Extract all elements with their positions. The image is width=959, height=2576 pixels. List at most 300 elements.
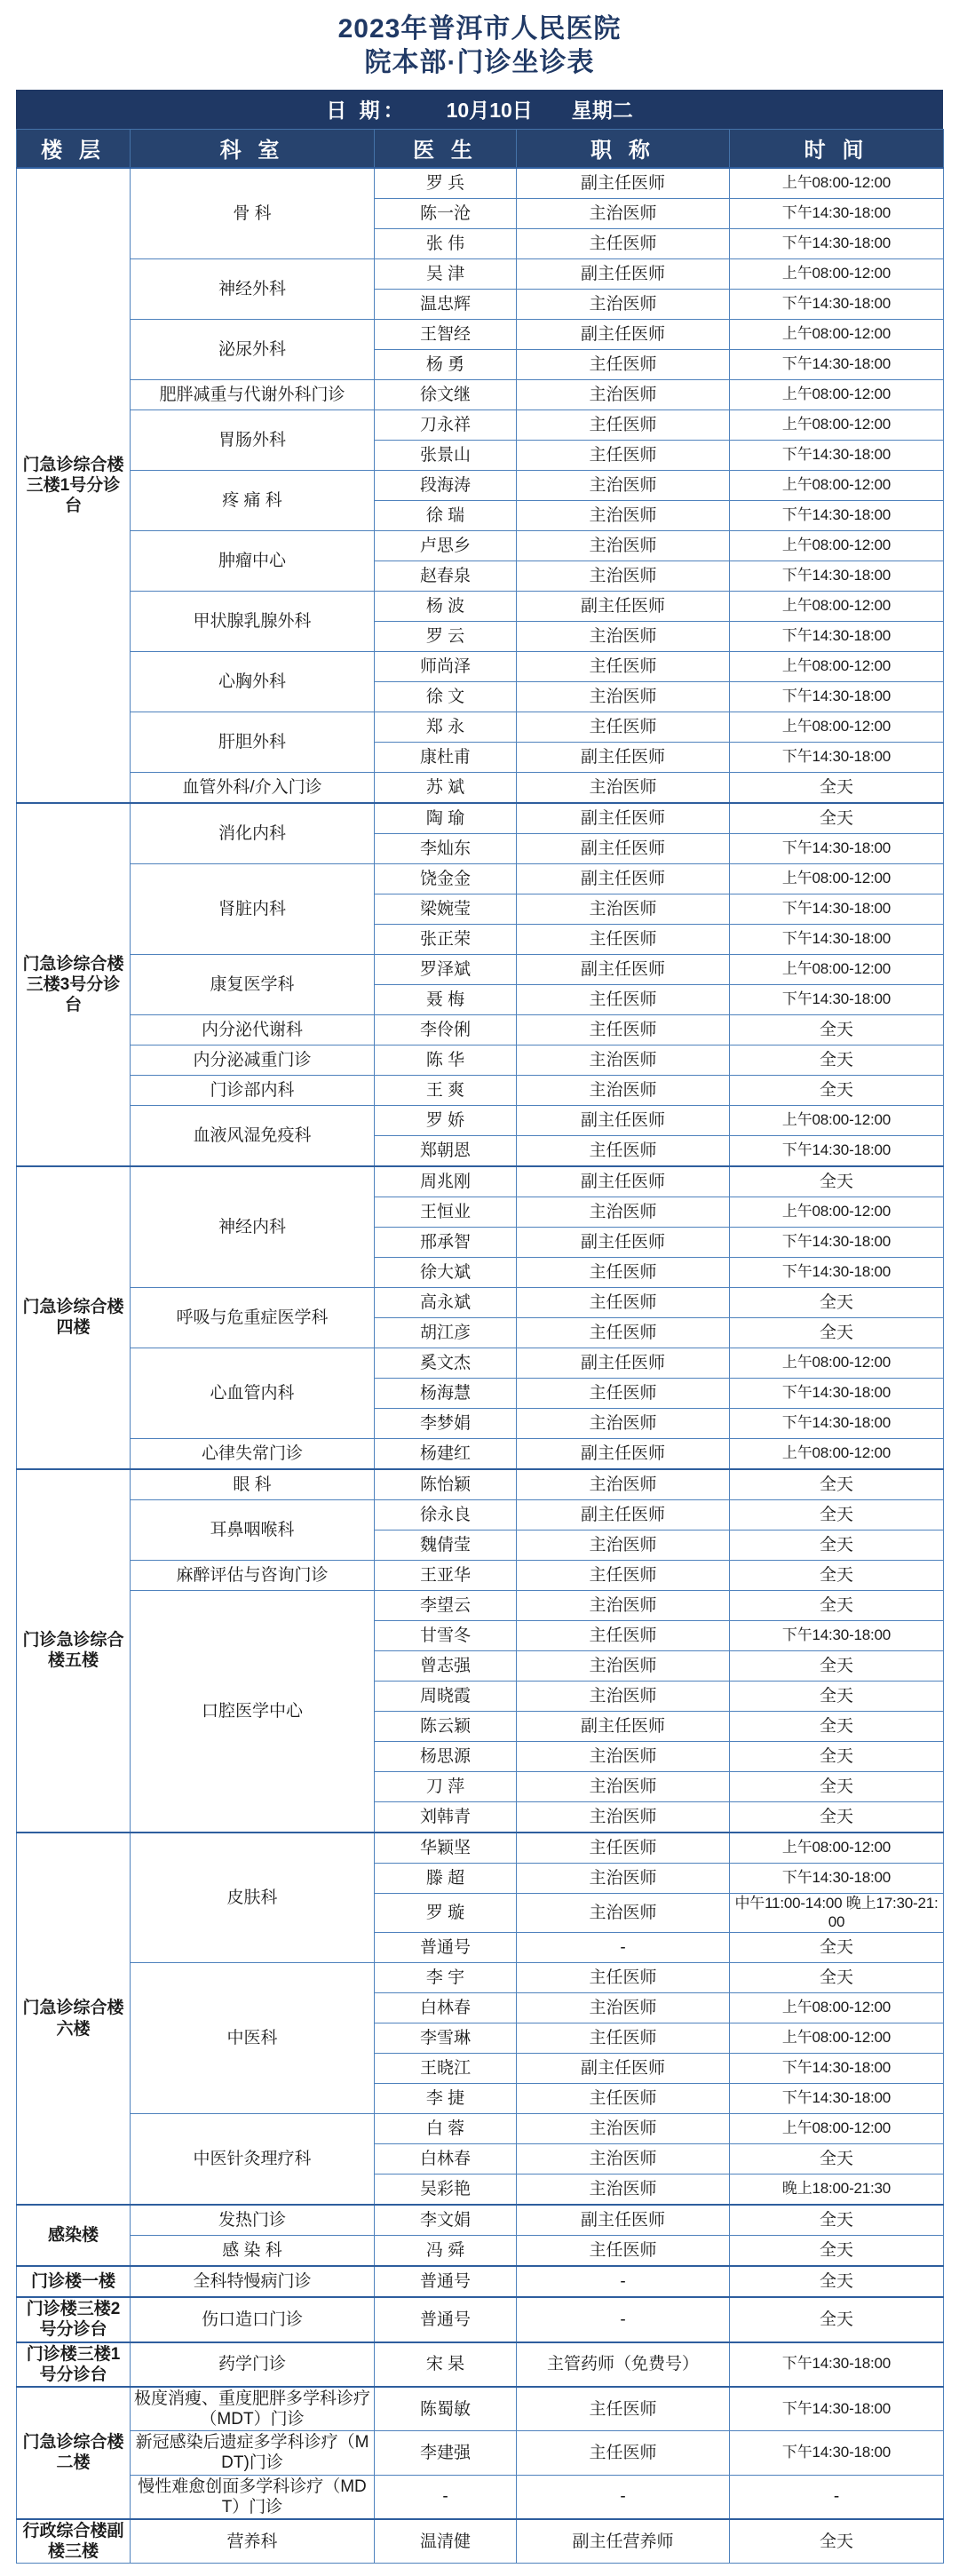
doctor-cell: 罗 云 <box>375 621 517 651</box>
rank-cell: 主任医师 <box>517 1014 730 1045</box>
time-cell: 上午08:00-12:00 <box>730 954 944 984</box>
table-row <box>17 1438 944 1469</box>
time-cell: 下午14:30-18:00 <box>730 2342 944 2387</box>
doctor-cell: 饶金金 <box>375 863 517 894</box>
time-cell: 全天 <box>730 2205 944 2236</box>
doctor-cell: 高永斌 <box>375 1287 517 1317</box>
doctor-cell: 白林春 <box>375 1993 517 2023</box>
rank-cell: - <box>517 2266 730 2297</box>
doctor-cell: 王恒业 <box>375 1197 517 1227</box>
rank-cell: - <box>517 2297 730 2341</box>
time-cell: 下午14:30-18:00 <box>730 1227 944 1257</box>
table-row <box>17 2342 944 2387</box>
rank-cell: 副主任医师 <box>517 1348 730 1378</box>
department-cell: 疼 痛 科 <box>131 470 375 530</box>
department-cell: 肥胖减重与代谢外科门诊 <box>131 379 375 409</box>
time-cell: 全天 <box>730 1771 944 1801</box>
rank-cell: 主治医师 <box>517 681 730 712</box>
doctor-cell: 聂 梅 <box>375 984 517 1014</box>
department-cell: 呼吸与危重症医学科 <box>131 1287 375 1348</box>
rank-cell: 主治医师 <box>517 1197 730 1227</box>
table-row <box>17 409 944 440</box>
rank-cell: 副主任医师 <box>517 1499 730 1530</box>
rank-cell: 主任医师 <box>517 1963 730 1993</box>
doctor-cell: 吴彩艳 <box>375 2174 517 2206</box>
doctor-cell: 段海涛 <box>375 470 517 500</box>
rank-cell: 副主任医师 <box>517 591 730 621</box>
doctor-cell: 徐大斌 <box>375 1257 517 1287</box>
department-cell: 心律失常门诊 <box>131 1438 375 1469</box>
doctor-cell: 宋 杲 <box>375 2342 517 2387</box>
table-row <box>17 1045 944 1075</box>
rank-cell: 副主任医师 <box>517 319 730 349</box>
rank-cell: 主任医师 <box>517 1317 730 1348</box>
rank-cell: 副主任医师 <box>517 2054 730 2084</box>
time-cell: 上午08:00-12:00 <box>730 470 944 500</box>
floor-cell: 门急诊综合楼三楼1号分诊台 <box>17 168 131 803</box>
rank-cell: 副主任医师 <box>517 833 730 863</box>
table-row <box>17 168 944 199</box>
doctor-cell: 滕 超 <box>375 1863 517 1893</box>
time-cell: 上午08:00-12:00 <box>730 2114 944 2144</box>
doctor-cell: 普通号 <box>375 1933 517 1963</box>
time-cell: 上午08:00-12:00 <box>730 1438 944 1469</box>
doctor-cell: - <box>375 2475 517 2519</box>
time-cell: 下午14:30-18:00 <box>730 742 944 772</box>
rank-cell: 副主任医师 <box>517 1711 730 1741</box>
rank-cell: 副主任医师 <box>517 954 730 984</box>
time-cell: 下午14:30-18:00 <box>730 349 944 379</box>
time-cell: 全天 <box>730 1963 944 1993</box>
floor-cell: 门急诊综合楼三楼3号分诊台 <box>17 803 131 1166</box>
time-cell: 全天 <box>730 1317 944 1348</box>
table-row <box>17 470 944 500</box>
time-cell: 上午08:00-12:00 <box>730 1105 944 1135</box>
floor-cell: 门急诊综合楼六楼 <box>17 1833 131 2205</box>
department-cell: 肿瘤中心 <box>131 530 375 591</box>
doctor-cell: 温忠辉 <box>375 289 517 319</box>
doctor-cell: 曾志强 <box>375 1650 517 1681</box>
time-cell: 上午08:00-12:00 <box>730 319 944 349</box>
doctor-cell: 郑朝恩 <box>375 1135 517 1166</box>
rank-cell: 主治医师 <box>517 379 730 409</box>
table-row <box>17 1833 944 1864</box>
table-row <box>17 954 944 984</box>
time-cell: 下午14:30-18:00 <box>730 833 944 863</box>
rank-cell: 主管药师（免费号） <box>517 2342 730 2387</box>
doctor-cell: 卢思乡 <box>375 530 517 561</box>
doctor-cell: 杨建红 <box>375 1438 517 1469</box>
time-cell: 全天 <box>730 1469 944 1500</box>
rank-cell: 副主任医师 <box>517 1227 730 1257</box>
rank-cell: 主治医师 <box>517 470 730 500</box>
rank-cell: 主任医师 <box>517 2084 730 2114</box>
department-cell: 中医科 <box>131 1963 375 2114</box>
time-cell: 下午14:30-18:00 <box>730 561 944 591</box>
rank-cell: 主治医师 <box>517 561 730 591</box>
rank-cell: 主治医师 <box>517 1771 730 1801</box>
time-cell: 下午14:30-18:00 <box>730 2387 944 2431</box>
weekday-value: 星期二 <box>571 99 633 123</box>
time-cell: 上午08:00-12:00 <box>730 1993 944 2023</box>
doctor-cell: 陶 瑜 <box>375 803 517 834</box>
time-cell: 下午14:30-18:00 <box>730 198 944 228</box>
table-row <box>17 2297 944 2341</box>
rank-cell: 主任医师 <box>517 1287 730 1317</box>
rank-cell: 副主任医师 <box>517 863 730 894</box>
time-cell: 上午08:00-12:00 <box>730 1348 944 1378</box>
col-header-rank: 职 称 <box>517 129 730 168</box>
time-cell: 上午08:00-12:00 <box>730 409 944 440</box>
col-header-dept: 科 室 <box>131 129 375 168</box>
rank-cell: 主任医师 <box>517 984 730 1014</box>
doctor-cell: 甘雪冬 <box>375 1620 517 1650</box>
rank-cell: 副主任医师 <box>517 742 730 772</box>
department-cell: 发热门诊 <box>131 2205 375 2236</box>
col-header-doctor: 医 生 <box>375 129 517 168</box>
department-cell: 心血管内科 <box>131 1348 375 1438</box>
time-cell: 下午14:30-18:00 <box>730 1257 944 1287</box>
doctor-cell: 王智经 <box>375 319 517 349</box>
doctor-cell: 刀永祥 <box>375 409 517 440</box>
rank-cell: 主治医师 <box>517 530 730 561</box>
rank-cell: 主治医师 <box>517 1045 730 1075</box>
floor-cell: 门诊楼三楼1号分诊台 <box>17 2342 131 2387</box>
doctor-cell: 陈怡颖 <box>375 1469 517 1500</box>
rank-cell: 主任医师 <box>517 1135 730 1166</box>
floor-cell: 门诊急诊综合楼五楼 <box>17 1469 131 1833</box>
doctor-cell: 温清健 <box>375 2519 517 2564</box>
time-cell: 全天 <box>730 1711 944 1741</box>
doctor-cell: 张 伟 <box>375 228 517 258</box>
rank-cell: 主治医师 <box>517 1408 730 1438</box>
department-cell: 门诊部内科 <box>131 1075 375 1105</box>
table-row <box>17 2431 944 2475</box>
doctor-cell: 李伶俐 <box>375 1014 517 1045</box>
table-row <box>17 530 944 561</box>
rank-cell: 主治医师 <box>517 289 730 319</box>
doctor-cell: 李梦娟 <box>375 1408 517 1438</box>
time-cell: 上午08:00-12:00 <box>730 379 944 409</box>
table-row <box>17 2205 944 2236</box>
time-cell: 下午14:30-18:00 <box>730 1135 944 1166</box>
doctor-cell: 徐文继 <box>375 379 517 409</box>
doctor-cell: 李灿东 <box>375 833 517 863</box>
doctor-cell: 胡江彦 <box>375 1317 517 1348</box>
rank-cell: 副主任医师 <box>517 2205 730 2236</box>
time-cell: - <box>730 2475 944 2519</box>
rank-cell: 主治医师 <box>517 1993 730 2023</box>
time-cell: 下午14:30-18:00 <box>730 894 944 924</box>
department-cell: 胃肠外科 <box>131 409 375 470</box>
rank-cell: 主治医师 <box>517 2174 730 2206</box>
time-cell: 全天 <box>730 1014 944 1045</box>
rank-cell: - <box>517 2475 730 2519</box>
rank-cell: 副主任医师 <box>517 1105 730 1135</box>
floor-cell: 行政综合楼副楼三楼 <box>17 2519 131 2564</box>
time-cell: 下午14:30-18:00 <box>730 924 944 954</box>
table-row <box>17 1166 944 1197</box>
rank-cell: 主任医师 <box>517 712 730 742</box>
doctor-cell: 王 爽 <box>375 1075 517 1105</box>
doctor-cell: 徐 瑞 <box>375 500 517 530</box>
rank-cell: 主任医师 <box>517 228 730 258</box>
department-cell: 肝胆外科 <box>131 712 375 772</box>
table-row <box>17 258 944 289</box>
rank-cell: 主治医师 <box>517 621 730 651</box>
rank-cell: 主治医师 <box>517 2114 730 2144</box>
doctor-cell: 李雪琳 <box>375 2023 517 2054</box>
time-cell: 全天 <box>730 1530 944 1560</box>
rank-cell: 副主任医师 <box>517 1438 730 1469</box>
time-cell: 全天 <box>730 2519 944 2564</box>
table-row <box>17 1560 944 1590</box>
doctor-cell: 吴 津 <box>375 258 517 289</box>
time-cell: 下午14:30-18:00 <box>730 1863 944 1893</box>
department-cell: 内分泌减重门诊 <box>131 1045 375 1075</box>
rank-cell: 主治医师 <box>517 772 730 803</box>
department-cell: 新冠感染后遗症多学科诊疗（MDT)门诊 <box>131 2431 375 2475</box>
time-cell: 下午14:30-18:00 <box>730 2084 944 2114</box>
col-header-time: 时 间 <box>730 129 944 168</box>
time-cell: 上午08:00-12:00 <box>730 530 944 561</box>
table-row <box>17 379 944 409</box>
time-cell: 全天 <box>730 1560 944 1590</box>
department-cell: 骨 科 <box>131 168 375 259</box>
table-row <box>17 1014 944 1045</box>
time-cell: 上午08:00-12:00 <box>730 863 944 894</box>
time-cell: 全天 <box>730 2266 944 2297</box>
time-cell: 上午08:00-12:00 <box>730 591 944 621</box>
time-cell: 下午14:30-18:00 <box>730 681 944 712</box>
table-row <box>17 1499 944 1530</box>
table-row <box>17 1963 944 1993</box>
rank-cell: 主治医师 <box>517 1681 730 1711</box>
time-cell: 晚上18:00-21:30 <box>730 2174 944 2206</box>
department-cell: 中医针灸理疗科 <box>131 2114 375 2206</box>
time-cell: 下午14:30-18:00 <box>730 228 944 258</box>
floor-cell: 门急诊综合楼四楼 <box>17 1166 131 1469</box>
department-cell: 血管外科/介入门诊 <box>131 772 375 803</box>
doctor-cell: 徐 文 <box>375 681 517 712</box>
table-row <box>17 651 944 681</box>
time-cell: 下午14:30-18:00 <box>730 2054 944 2084</box>
rank-cell: 主任医师 <box>517 1560 730 1590</box>
time-cell: 上午08:00-12:00 <box>730 712 944 742</box>
doctor-cell: 李文娟 <box>375 2205 517 2236</box>
time-cell: 全天 <box>730 2297 944 2341</box>
col-header-floor: 楼 层 <box>17 129 131 168</box>
doctor-cell: 周兆刚 <box>375 1166 517 1197</box>
doctor-cell: 赵春泉 <box>375 561 517 591</box>
department-cell: 耳鼻咽喉科 <box>131 1499 375 1560</box>
rank-cell: 主任医师 <box>517 2236 730 2267</box>
table-row <box>17 591 944 621</box>
title-block <box>16 0 943 90</box>
doctor-cell: 张正荣 <box>375 924 517 954</box>
time-cell: 下午14:30-18:00 <box>730 2431 944 2475</box>
department-cell: 全科特慢病门诊 <box>131 2266 375 2297</box>
rank-cell: 主治医师 <box>517 1590 730 1620</box>
doctor-cell: 陈蜀敏 <box>375 2387 517 2431</box>
table-row <box>17 1348 944 1378</box>
time-cell: 上午08:00-12:00 <box>730 258 944 289</box>
schedule-table <box>16 129 944 2564</box>
department-cell: 心胸外科 <box>131 651 375 712</box>
doctor-cell: 白 蓉 <box>375 2114 517 2144</box>
rank-cell: 主任医师 <box>517 2431 730 2475</box>
rank-cell: 主任医师 <box>517 1257 730 1287</box>
floor-cell: 门诊楼三楼2号分诊台 <box>17 2297 131 2341</box>
rank-cell: 主任医师 <box>517 1378 730 1408</box>
rank-cell: 主治医师 <box>517 1863 730 1893</box>
doctor-cell: 陈一沧 <box>375 198 517 228</box>
hospital-title-line1: 2023年普洱市人民医院 <box>337 14 622 44</box>
hospital-title-line2: 院本部·门诊坐诊表 <box>364 48 595 78</box>
doctor-cell: 白林春 <box>375 2144 517 2174</box>
doctor-cell: 梁婉莹 <box>375 894 517 924</box>
time-cell: 全天 <box>730 1590 944 1620</box>
table-row <box>17 2266 944 2297</box>
table-row <box>17 1105 944 1135</box>
rank-cell: 主治医师 <box>517 1801 730 1833</box>
time-cell: 全天 <box>730 1045 944 1075</box>
doctor-cell: 杨 勇 <box>375 349 517 379</box>
rank-cell: 主治医师 <box>517 2144 730 2174</box>
time-cell: 全天 <box>730 803 944 834</box>
time-cell: 全天 <box>730 1933 944 1963</box>
floor-cell: 门诊楼一楼 <box>17 2266 131 2297</box>
floor-cell: 感染楼 <box>17 2205 131 2266</box>
rank-cell: 主治医师 <box>517 500 730 530</box>
doctor-cell: 李 捷 <box>375 2084 517 2114</box>
doctor-cell: 周晓霞 <box>375 1681 517 1711</box>
time-cell: 全天 <box>730 772 944 803</box>
doctor-cell: 张景山 <box>375 440 517 470</box>
rank-cell: 主治医师 <box>517 894 730 924</box>
time-cell: 全天 <box>730 1075 944 1105</box>
time-cell: 下午14:30-18:00 <box>730 984 944 1014</box>
department-cell: 消化内科 <box>131 803 375 864</box>
department-cell: 神经内科 <box>131 1166 375 1288</box>
table-row <box>17 319 944 349</box>
rank-cell: 副主任营养师 <box>517 2519 730 2564</box>
department-cell: 营养科 <box>131 2519 375 2564</box>
doctor-cell: 罗 兵 <box>375 168 517 199</box>
doctor-cell: 陈云颖 <box>375 1711 517 1741</box>
rank-cell: 主任医师 <box>517 2023 730 2054</box>
doctor-cell: 陈 华 <box>375 1045 517 1075</box>
rank-cell: 主治医师 <box>517 1469 730 1500</box>
rank-cell: 副主任医师 <box>517 168 730 199</box>
time-cell: 下午14:30-18:00 <box>730 1378 944 1408</box>
doctor-cell: 普通号 <box>375 2266 517 2297</box>
rank-cell: 主治医师 <box>517 1075 730 1105</box>
time-cell: 下午14:30-18:00 <box>730 621 944 651</box>
rank-cell: 主任医师 <box>517 1620 730 1650</box>
rank-cell: 主任医师 <box>517 2387 730 2431</box>
rank-cell: 主任医师 <box>517 349 730 379</box>
time-cell: 下午14:30-18:00 <box>730 440 944 470</box>
rank-cell: - <box>517 1933 730 1963</box>
table-row <box>17 863 944 894</box>
time-cell: 下午14:30-18:00 <box>730 1408 944 1438</box>
rank-cell: 副主任医师 <box>517 803 730 834</box>
time-cell: 全天 <box>730 1166 944 1197</box>
department-cell: 甲状腺乳腺外科 <box>131 591 375 651</box>
table-row <box>17 2519 944 2564</box>
doctor-cell: 冯 舜 <box>375 2236 517 2267</box>
doctor-cell: 李建强 <box>375 2431 517 2475</box>
rank-cell: 主治医师 <box>517 1530 730 1560</box>
time-cell: 上午08:00-12:00 <box>730 651 944 681</box>
table-row <box>17 712 944 742</box>
department-cell: 神经外科 <box>131 258 375 319</box>
doctor-cell: 邢承智 <box>375 1227 517 1257</box>
department-cell: 感 染 科 <box>131 2236 375 2267</box>
rank-cell: 主治医师 <box>517 1893 730 1932</box>
rank-cell: 主任医师 <box>517 440 730 470</box>
doctor-cell: 郑 永 <box>375 712 517 742</box>
table-row <box>17 1469 944 1500</box>
date-value: 10月10日 <box>446 99 533 123</box>
department-cell: 眼 科 <box>131 1469 375 1500</box>
department-cell: 极度消瘦、重度肥胖多学科诊疗（MDT）门诊 <box>131 2387 375 2431</box>
doctor-cell: 刘韩青 <box>375 1801 517 1833</box>
doctor-cell: 罗 娇 <box>375 1105 517 1135</box>
department-cell: 内分泌代谢科 <box>131 1014 375 1045</box>
time-cell: 上午08:00-12:00 <box>730 1197 944 1227</box>
time-cell: 中午11:00-14:00 晚上17:30-21:00 <box>730 1893 944 1932</box>
table-row <box>17 1590 944 1620</box>
date-bar <box>16 90 943 129</box>
table-row <box>17 2236 944 2267</box>
time-cell: 上午08:00-12:00 <box>730 1833 944 1864</box>
doctor-cell: 奚文杰 <box>375 1348 517 1378</box>
doctor-cell: 苏 斌 <box>375 772 517 803</box>
time-cell: 上午08:00-12:00 <box>730 168 944 199</box>
table-row <box>17 803 944 834</box>
table-row <box>17 2475 944 2519</box>
time-cell: 全天 <box>730 2144 944 2174</box>
time-cell: 上午08:00-12:00 <box>730 2023 944 2054</box>
rank-cell: 主任医师 <box>517 1833 730 1864</box>
doctor-cell: 王晓江 <box>375 2054 517 2084</box>
time-cell: 下午14:30-18:00 <box>730 500 944 530</box>
doctor-cell: 李望云 <box>375 1590 517 1620</box>
doctor-cell: 师尚泽 <box>375 651 517 681</box>
department-cell: 麻醉评估与咨询门诊 <box>131 1560 375 1590</box>
doctor-cell: 杨 波 <box>375 591 517 621</box>
table-row <box>17 1075 944 1105</box>
doctor-cell: 李 宇 <box>375 1963 517 1993</box>
rank-cell: 副主任医师 <box>517 258 730 289</box>
time-cell: 全天 <box>730 1499 944 1530</box>
department-cell: 泌尿外科 <box>131 319 375 379</box>
department-cell: 康复医学科 <box>131 954 375 1014</box>
department-cell: 药学门诊 <box>131 2342 375 2387</box>
time-cell: 全天 <box>730 1681 944 1711</box>
time-cell: 全天 <box>730 1650 944 1681</box>
doctor-cell: 普通号 <box>375 2297 517 2341</box>
doctor-cell: 华颖坚 <box>375 1833 517 1864</box>
time-cell: 全天 <box>730 2236 944 2267</box>
doctor-cell: 刀 萍 <box>375 1771 517 1801</box>
date-label: 日 期： <box>326 99 408 123</box>
doctor-cell: 徐永良 <box>375 1499 517 1530</box>
doctor-cell: 魏倩莹 <box>375 1530 517 1560</box>
department-cell: 血液风湿免疫科 <box>131 1105 375 1166</box>
